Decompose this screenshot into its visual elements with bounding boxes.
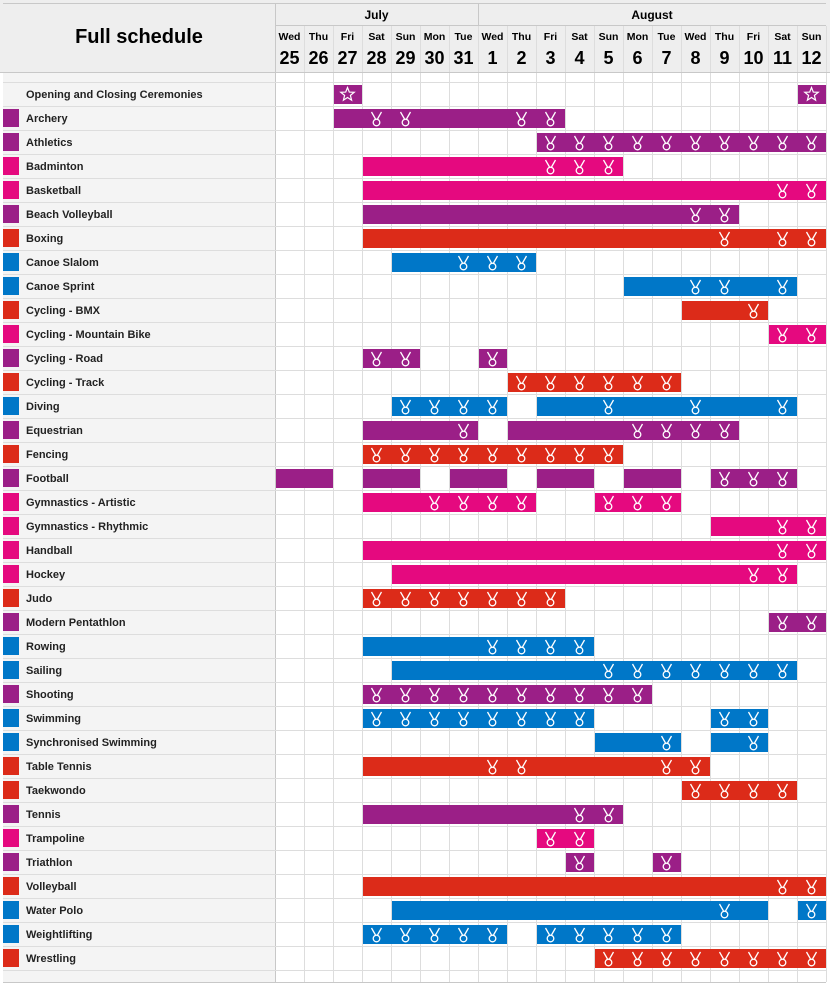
event-bar [363,709,594,728]
sport-color-swatch [3,493,19,511]
sport-label: Cycling - Track [26,377,105,389]
day-number-label: 7 [661,48,672,68]
day-number-label: 27 [337,48,358,68]
sport-color-swatch [3,397,19,415]
day-of-week-label: Wed [481,31,504,43]
sport-color-swatch [3,781,19,799]
event-bar [334,109,565,128]
sport-color-swatch [3,901,19,919]
day-of-week-label: Sat [368,31,385,43]
event-bar [508,373,681,392]
page-title: Full schedule [75,26,203,48]
day-number-label: 3 [545,48,556,68]
event-bar [769,325,826,344]
event-bar [595,949,826,968]
sport-label: Shooting [26,689,74,701]
day-number-label: 29 [395,48,416,68]
day-of-week-label: Tue [454,31,473,43]
sport-color-swatch [3,757,19,775]
month-label: August [631,8,673,22]
sport-color-swatch [3,565,19,583]
event-bar [392,565,797,584]
sport-label: Synchronised Swimming [26,737,157,749]
sport-color-swatch [3,685,19,703]
event-bar [537,829,594,848]
day-number-label: 2 [516,48,527,68]
sport-label: Cycling - BMX [26,305,100,317]
sport-color-swatch [3,541,19,559]
sport-color-swatch [3,157,19,175]
day-number-label: 12 [801,48,822,68]
day-of-week-label: Thu [308,31,329,43]
sport-color-swatch [3,733,19,751]
sport-color-swatch [3,469,19,487]
sport-color-swatch [3,349,19,367]
sport-label: Triathlon [26,857,73,869]
sport-label: Table Tennis [26,761,92,773]
event-bar [363,181,826,200]
day-number-label: 31 [453,48,474,68]
day-of-week-label: Tue [657,31,676,43]
day-number-label: 10 [743,48,764,68]
day-number-label: 25 [279,48,300,68]
sport-color-swatch [3,445,19,463]
sport-color-swatch [3,853,19,871]
sport-label: Gymnastics - Rhythmic [26,521,149,533]
day-number-label: 11 [772,48,793,68]
sport-label: Archery [26,113,68,125]
day-of-week-label: Sat [774,31,791,43]
day-of-week-label: Wed [684,31,707,43]
sport-label: Trampoline [26,833,85,845]
sport-label: Water Polo [26,905,84,917]
sport-color-swatch [3,637,19,655]
sport-color-swatch [3,925,19,943]
sport-label: Athletics [26,137,73,149]
sport-label: Cycling - Road [26,353,104,365]
sport-label: Sailing [26,665,63,677]
sport-color-swatch [3,421,19,439]
event-bar [363,229,826,248]
day-of-week-label: Sat [571,31,588,43]
sport-label: Gymnastics - Artistic [26,497,136,509]
sport-color-swatch [3,253,19,271]
event-bar [537,397,797,416]
sport-color-swatch [3,373,19,391]
day-number-label: 4 [574,48,585,68]
sport-label: Basketball [26,185,82,197]
day-of-week-label: Thu [714,31,735,43]
sport-label: Rowing [26,641,66,653]
day-of-week-label: Mon [626,31,649,43]
day-number-label: 26 [308,48,329,68]
sport-label: Taekwondo [26,785,86,797]
sport-color-swatch [3,709,19,727]
sport-color-swatch [3,589,19,607]
event-bar [624,469,681,488]
event-bar [363,757,710,776]
sport-color-swatch [3,949,19,967]
sport-color-swatch [3,205,19,223]
sport-label: Fencing [26,449,69,461]
sport-color-swatch [3,325,19,343]
sport-label: Judo [26,593,53,605]
sport-color-swatch [3,109,19,127]
day-number-label: 5 [603,48,614,68]
sport-label: Boxing [26,233,64,245]
month-label: July [364,8,389,22]
sport-label: Badminton [26,161,84,173]
event-bar [363,541,826,560]
sport-label: Beach Volleyball [26,209,113,221]
day-number-label: 6 [632,48,643,68]
day-of-week-label: Fri [543,31,558,43]
sport-color-swatch [3,277,19,295]
sport-label: Opening and Closing Ceremonies [26,89,203,101]
event-bar [537,469,594,488]
day-of-week-label: Thu [511,31,532,43]
sport-label: Weightlifting [26,929,93,941]
event-bar [392,661,797,680]
sport-label: Handball [26,545,73,557]
sport-color-swatch [3,829,19,847]
day-number-label: 28 [366,48,387,68]
event-bar [508,421,739,440]
event-bar [363,205,739,224]
sport-label: Tennis [26,809,61,821]
event-bar [363,469,420,488]
event-bar [363,637,594,656]
sport-color-swatch [3,805,19,823]
sport-label: Diving [26,401,60,413]
event-bar [363,349,420,368]
sport-label: Swimming [26,713,82,725]
day-of-week-label: Sun [598,31,619,43]
day-number-label: 9 [719,48,730,68]
day-number-label: 1 [487,48,498,68]
event-bar [363,877,826,896]
event-bar [711,709,768,728]
sport-color-swatch [3,229,19,247]
sport-label: Canoe Sprint [26,281,95,293]
sport-label: Volleyball [26,881,77,893]
sport-color-swatch [3,181,19,199]
event-bar [276,469,333,488]
event-bar [769,613,826,632]
day-of-week-label: Fri [746,31,761,43]
day-number-label: 30 [424,48,445,68]
sport-label: Equestrian [26,425,83,437]
sport-label: Cycling - Mountain Bike [26,329,151,341]
sport-color-swatch [3,133,19,151]
sport-label: Wrestling [26,953,76,965]
day-of-week-label: Mon [423,31,446,43]
sport-color-swatch [3,613,19,631]
sport-color-swatch [3,877,19,895]
event-bar [624,277,797,296]
sport-color-swatch [3,301,19,319]
event-bar [711,733,768,752]
day-of-week-label: Fri [340,31,355,43]
day-of-week-label: Sun [395,31,416,43]
sport-color-swatch [3,517,19,535]
event-bar [450,469,507,488]
day-of-week-label: Wed [278,31,301,43]
sport-label: Football [26,473,69,485]
sport-label: Modern Pentathlon [26,617,126,629]
sport-label: Canoe Slalom [26,257,99,269]
day-number-label: 8 [690,48,701,68]
sport-color-swatch [3,661,19,679]
sport-label: Hockey [26,569,66,581]
day-of-week-label: Sun [801,31,822,43]
event-bar [392,901,768,920]
event-bar [363,493,536,512]
